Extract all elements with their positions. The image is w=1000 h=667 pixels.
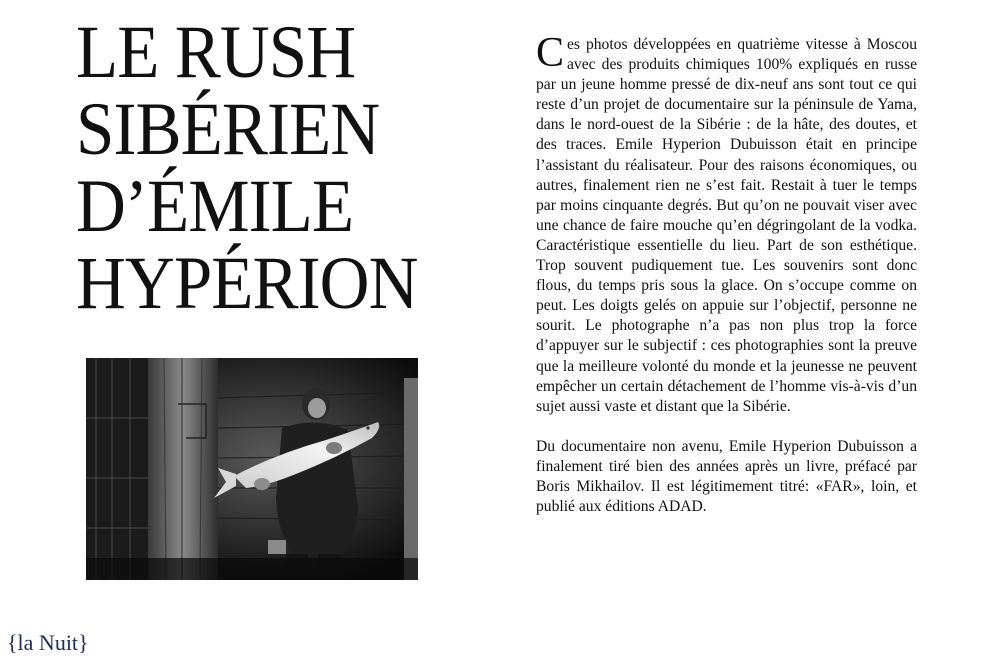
section-label: {la Nuit} bbox=[7, 630, 89, 655]
article-paragraph: Ces photos développées en quatrième vitesse à Moscou avec des produits chimiques 100% expliqués en russe par un jeune homme pressé de dix-neuf ans sont tout ce qui reste d’un projet de documentaire sur la péninsule de Yama, dans le nord-ouest de la Sibérie : de la hâte, des doutes, et des traces. Emile Hyperion Dubuisson était en principe l’assistant du réalisateur. Pour des raisons économiques, ou autres, finalement rien ne s’est fait. Restait à tuer le temps par moins cinquante degrés. But qu’on ne pouvait viser avec une chance de faire mouche qu’en dégringolant de la vodka. Caractéristique essentielle du lieu. Part de son esthétique. Trop souvent pudiquement tue. Les souvenirs sont donc flous, du temps pris sous la glace. On s’occupe comme on peut. Les doigts gelés on appuie sur l’objectif, personne ne sourit. Le photographe n’a pas non plus trop la force d’appuyer sur le subjectif : ces photographies sont la preuve que la meilleure volonté du monde et la jeunesse ne peuvent empêcher un certain détachement de l’homme vis-à-vis d’un sujet aussi vaste et distant que la Sibérie. bbox=[536, 30, 917, 415]
title-line: LE RUSH bbox=[76, 11, 356, 94]
title-line: SIBÉRIEN bbox=[76, 88, 380, 171]
article-body bbox=[536, 30, 917, 537]
title-line: D’ÉMILE bbox=[76, 165, 354, 248]
article-photo bbox=[86, 358, 418, 580]
article-paragraph: Du documentaire non avenu, Emile Hyperion Dubuisson a finalement tiré bien des années après un livre, préfacé par Boris Mikhailov. Il est légitimement titré: «FAR», loin, et publié aux éditions ADAD. bbox=[536, 437, 917, 516]
article-title bbox=[76, 11, 462, 325]
title-line: HYPÉRION bbox=[76, 242, 418, 325]
photo-icon bbox=[86, 358, 418, 580]
